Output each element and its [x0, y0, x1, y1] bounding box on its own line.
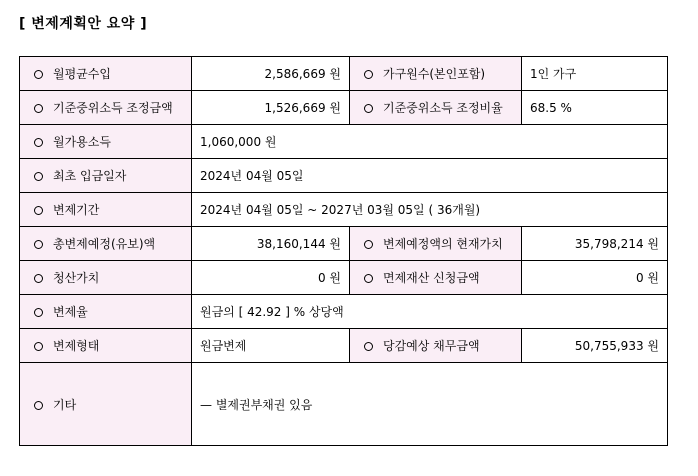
circle-bullet-icon	[364, 70, 373, 79]
repayment-type-label: 변제형태	[53, 339, 100, 353]
present-value-value: 35,798,214 원	[522, 227, 668, 261]
circle-bullet-icon	[34, 308, 43, 317]
exempt-property-value: 0 원	[522, 261, 668, 295]
total-debt-label: 당감예상 채무금액	[383, 339, 480, 353]
disposable-income-value: 1,060,000 원	[192, 125, 668, 159]
label-cell	[20, 261, 192, 295]
circle-bullet-icon	[364, 342, 373, 351]
median-income-ratio-value: 68.5 %	[522, 91, 668, 125]
label-cell	[350, 227, 522, 261]
label-cell	[20, 57, 192, 91]
repayment-summary-table	[19, 56, 668, 446]
circle-bullet-icon	[364, 240, 373, 249]
circle-bullet-icon	[364, 274, 373, 283]
monthly-income-value: 2,586,669 원	[192, 57, 350, 91]
label-cell	[20, 125, 192, 159]
circle-bullet-icon	[364, 104, 373, 113]
liquidation-value-value: 0 원	[192, 261, 350, 295]
repayment-type-value: 원금변제	[192, 329, 350, 363]
label-cell	[20, 295, 192, 329]
repayment-period-label: 변제기간	[53, 203, 100, 217]
circle-bullet-icon	[34, 401, 43, 410]
total-debt-value: 50,755,933 원	[522, 329, 668, 363]
total-repayment-value: 38,160,144 원	[192, 227, 350, 261]
present-value-label: 변제예정액의 현재가치	[383, 237, 503, 251]
table-row	[20, 261, 668, 295]
repayment-period-value: 2024년 04월 05일 ~ 2027년 03월 05일 ( 36개월)	[192, 193, 668, 227]
label-cell	[350, 329, 522, 363]
circle-bullet-icon	[34, 70, 43, 79]
label-cell	[20, 227, 192, 261]
first-payment-date-value: 2024년 04월 05일	[192, 159, 668, 193]
table-row	[20, 227, 668, 261]
circle-bullet-icon	[34, 206, 43, 215]
label-cell	[20, 91, 192, 125]
circle-bullet-icon	[34, 240, 43, 249]
label-cell	[350, 57, 522, 91]
other-value: — 별제권부채권 있음	[192, 363, 668, 446]
first-payment-date-label: 최초 입금일자	[53, 169, 127, 183]
circle-bullet-icon	[34, 342, 43, 351]
circle-bullet-icon	[34, 138, 43, 147]
label-cell	[20, 159, 192, 193]
page-title: [ 변제계획안 요약 ]	[19, 16, 148, 32]
median-income-adjusted-value: 1,526,669 원	[192, 91, 350, 125]
household-size-value: 1인 가구	[522, 57, 668, 91]
label-cell	[350, 261, 522, 295]
circle-bullet-icon	[34, 274, 43, 283]
median-income-adjusted-label: 기준중위소득 조정금액	[53, 101, 173, 115]
household-size-label: 가구원수(본인포함)	[383, 67, 486, 81]
total-repayment-label: 총변제예정(유보)액	[53, 237, 156, 251]
table-row	[20, 91, 668, 125]
disposable-income-label: 월가용소득	[53, 135, 111, 149]
table-row	[20, 159, 668, 193]
repayment-rate-value: 원금의 [ 42.92 ] % 상당액	[192, 295, 668, 329]
circle-bullet-icon	[34, 172, 43, 181]
label-cell	[20, 363, 192, 446]
table-row	[20, 57, 668, 91]
label-cell	[350, 91, 522, 125]
monthly-income-label: 월평균수입	[53, 67, 111, 81]
exempt-property-label: 면제재산 신청금액	[383, 271, 480, 285]
label-cell	[20, 329, 192, 363]
table-row	[20, 295, 668, 329]
median-income-ratio-label: 기준중위소득 조정비율	[383, 101, 503, 115]
other-label: 기타	[53, 397, 77, 412]
repayment-rate-label: 변제율	[53, 305, 88, 319]
label-cell	[20, 193, 192, 227]
table-row	[20, 193, 668, 227]
table-row	[20, 329, 668, 363]
table-row	[20, 363, 668, 446]
liquidation-value-label: 청산가치	[53, 271, 100, 285]
circle-bullet-icon	[34, 104, 43, 113]
table-row	[20, 125, 668, 159]
